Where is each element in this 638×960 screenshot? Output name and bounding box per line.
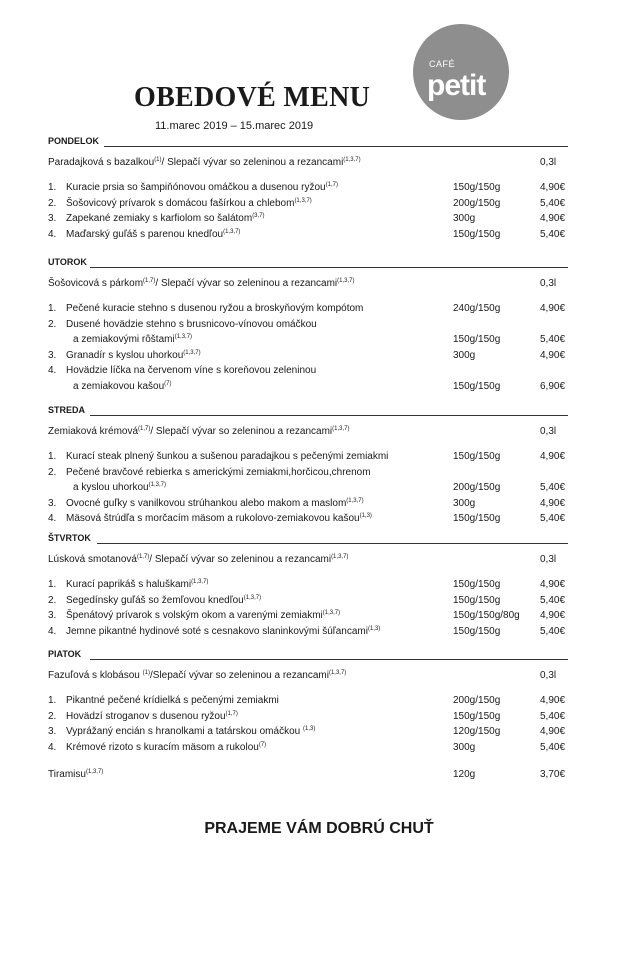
dish-number: 1. bbox=[48, 182, 57, 193]
soup-volume: 0,3l bbox=[540, 157, 557, 168]
dish-price: 4,90€ bbox=[540, 610, 566, 621]
soup-name bbox=[48, 157, 361, 168]
day-divider bbox=[90, 659, 568, 660]
allergen-note: (1,3,7) bbox=[328, 670, 347, 676]
dish-text: Segedínsky guľáš so žemľovou knedľou bbox=[66, 594, 244, 606]
dish-weight: 150g/150g bbox=[453, 710, 501, 722]
allergen-note: (1,3,7) bbox=[337, 278, 355, 284]
dish-weight: 200g/150g bbox=[453, 695, 501, 706]
dish-row bbox=[48, 610, 588, 624]
dish-name bbox=[66, 595, 261, 606]
dish-text: Vyprážaný encián s hranolkami a tatárskou omáčkou bbox=[66, 726, 303, 737]
dish-price: 4,90€ bbox=[540, 349, 566, 361]
dish-row bbox=[48, 626, 588, 640]
dish-weight: 150g/150g bbox=[453, 451, 501, 462]
dish-row bbox=[48, 229, 588, 243]
dish-row bbox=[48, 726, 588, 740]
dish-price: 4,90€ bbox=[540, 303, 566, 314]
dish-row bbox=[48, 365, 588, 379]
soup-name bbox=[48, 554, 348, 565]
dish-text: Kurací steak plnený šunkou a sušenou paradajkou s pečenými zemiakmi bbox=[66, 451, 389, 462]
dish-name bbox=[66, 579, 208, 590]
allergen-note: (1,3,7) bbox=[343, 157, 361, 163]
allergen-note: (1,3) bbox=[367, 625, 381, 632]
allergen-note: (1,3) bbox=[302, 726, 316, 732]
soup-volume: 0,3l bbox=[540, 554, 557, 565]
day-divider bbox=[97, 543, 568, 544]
dish-price: 4,90€ bbox=[540, 213, 566, 224]
soup-b: / Slepačí vývar so zeleninou a rezancami bbox=[161, 157, 344, 168]
dish-row bbox=[48, 513, 588, 527]
allergen-note: (1,3,7) bbox=[294, 197, 312, 204]
dish-weight: 200g/150g bbox=[453, 197, 501, 209]
dish-name bbox=[66, 626, 380, 637]
soup-name bbox=[48, 670, 346, 681]
dessert-price: 3,70€ bbox=[540, 769, 566, 780]
dish-row bbox=[48, 303, 588, 317]
dish-weight: 150g/150g bbox=[453, 594, 501, 606]
dish-name bbox=[66, 198, 312, 209]
soup-row bbox=[48, 670, 588, 684]
dish-price: 5,40€ bbox=[540, 741, 566, 753]
dish-weight: 150g/150g bbox=[453, 380, 501, 392]
soup-a: Šošovicová s párkom bbox=[48, 278, 144, 289]
dish-weight: 300g bbox=[453, 497, 476, 509]
allergen-note: (1,3,7) bbox=[346, 497, 364, 504]
dish-number: 1. bbox=[48, 579, 57, 590]
dish-text: a zemiakovou kašou bbox=[73, 380, 165, 392]
logo-small-text: CAFÉ bbox=[429, 59, 456, 69]
soup-row bbox=[48, 554, 588, 568]
dish-weight: 150g/150g bbox=[453, 513, 501, 524]
dish-name bbox=[73, 334, 192, 345]
dish-name bbox=[66, 726, 315, 737]
soup-a: Zemiaková krémová bbox=[48, 426, 139, 437]
dish-row bbox=[48, 198, 588, 212]
dish-weight: 300g bbox=[453, 349, 476, 361]
dessert-weight: 120g bbox=[453, 769, 476, 780]
dish-weight: 150g/150g bbox=[453, 228, 501, 240]
soup-a: Fazuľová s klobásou bbox=[48, 670, 143, 681]
logo-big-text: petit bbox=[427, 69, 486, 102]
dish-price: 4,90€ bbox=[540, 182, 566, 193]
allergen-note: (1,3,7) bbox=[332, 426, 350, 432]
dish-number: 4. bbox=[48, 625, 57, 637]
dish-price: 5,40€ bbox=[540, 625, 566, 637]
day-divider bbox=[104, 146, 568, 147]
dish-name bbox=[66, 695, 279, 706]
cafe-petit-logo bbox=[413, 24, 509, 120]
dish-price: 5,40€ bbox=[540, 197, 566, 209]
dish-weight: 150g/150g bbox=[453, 334, 501, 345]
allergen-note: (1,3,7) bbox=[174, 334, 193, 340]
allergen-note: (1) bbox=[142, 670, 150, 676]
allergen-note: (1,7) bbox=[325, 182, 338, 188]
dish-row bbox=[48, 742, 588, 756]
dish-row bbox=[48, 381, 588, 395]
soup-row bbox=[48, 278, 588, 292]
dish-text: Kuracie prsia so šampiňónovou omáčkou a dusenou ryžou bbox=[66, 182, 326, 193]
dish-name bbox=[73, 381, 172, 392]
dish-text: a zemiakovými rôštami bbox=[73, 334, 175, 345]
dish-number: 2. bbox=[48, 466, 57, 478]
dish-number: 1. bbox=[48, 451, 57, 462]
dish-text: Pečené kuracie stehno s dusenou ryžou a broskyňovým kompótom bbox=[66, 303, 364, 314]
dish-name bbox=[66, 610, 340, 621]
allergen-note: (1,3,7) bbox=[322, 610, 341, 616]
dish-name bbox=[66, 742, 266, 753]
dish-text: Špenátový prívarok s volským okom a varenými zemiakmi bbox=[66, 610, 323, 621]
dish-name bbox=[66, 513, 372, 524]
dish-price: 5,40€ bbox=[540, 482, 566, 493]
allergen-note: (1,3,7) bbox=[183, 349, 201, 356]
dish-number: 3. bbox=[48, 610, 57, 621]
dish-price: 4,90€ bbox=[540, 451, 566, 462]
soup-b: / Slepačí vývar so zeleninou a rezancami bbox=[150, 426, 333, 437]
dish-text: Ovocné guľky s vanilkovou strúhankou alebo makom a maslom bbox=[66, 497, 347, 509]
dish-row bbox=[48, 182, 588, 196]
dish-weight: 300g bbox=[453, 213, 476, 224]
dish-number: 4. bbox=[48, 513, 57, 524]
dessert-name bbox=[48, 769, 103, 780]
allergen-note: (7) bbox=[258, 741, 267, 748]
dish-name bbox=[66, 467, 371, 478]
dish-number: 3. bbox=[48, 726, 57, 737]
dish-weight: 200g/150g bbox=[453, 482, 501, 493]
dish-price: 6,90€ bbox=[540, 380, 566, 392]
dish-row bbox=[48, 595, 588, 609]
dish-name bbox=[66, 229, 240, 240]
closing-message: PRAJEME VÁM DOBRÚ CHUŤ bbox=[204, 820, 434, 837]
day-heading: ŠTVRTOK bbox=[48, 533, 91, 543]
dish-weight: 240g/150g bbox=[453, 303, 501, 314]
dish-text: Dusené hovädzie stehno s brusnicovo-vínovou omáčkou bbox=[66, 318, 317, 330]
allergen-note: (1,7) bbox=[136, 554, 150, 560]
dish-weight: 150g/150g/80g bbox=[453, 610, 520, 621]
dish-text: a kyslou uhorkou bbox=[73, 482, 149, 493]
soup-a: Paradajková s bazalkou bbox=[48, 157, 155, 168]
dish-weight: 150g/150g bbox=[453, 625, 501, 637]
dish-name bbox=[66, 451, 388, 462]
allergen-note: (1,3,7) bbox=[191, 579, 209, 585]
dish-price: 4,90€ bbox=[540, 497, 566, 509]
dish-price: 4,90€ bbox=[540, 726, 566, 737]
dish-text: Mäsová štrúdľa s morčacím mäsom a rukolovo-zemiakovou kašou bbox=[66, 513, 360, 524]
allergen-note: (1,7) bbox=[225, 710, 238, 717]
dish-row bbox=[48, 711, 588, 725]
menu-date-range: 11.marec 2019 – 15.marec 2019 bbox=[155, 120, 314, 132]
dish-text: Granadír s kyslou uhorkou bbox=[66, 349, 184, 361]
dish-name bbox=[66, 350, 201, 361]
dish-name bbox=[73, 482, 166, 493]
allergen-note: (1,3,7) bbox=[148, 482, 166, 488]
allergen-note: (1,3) bbox=[359, 513, 372, 519]
allergen-note: (1,3,7) bbox=[243, 594, 262, 601]
dish-text: Šošovicový prívarok s domácou fašírkou a chlebom bbox=[66, 197, 295, 209]
dish-name bbox=[66, 319, 317, 330]
dish-name bbox=[66, 182, 338, 193]
dish-number: 1. bbox=[48, 695, 57, 706]
allergen-note: (1,7) bbox=[138, 426, 151, 432]
dessert-text: Tiramisu bbox=[48, 769, 86, 780]
dish-number: 3. bbox=[48, 213, 57, 224]
day-heading: UTOROK bbox=[48, 257, 87, 267]
dish-name bbox=[66, 365, 316, 376]
dish-number: 4. bbox=[48, 741, 57, 753]
dish-text: Hovädzie líčka na červenom víne s koreňovou zeleninou bbox=[66, 365, 317, 376]
dish-number: 3. bbox=[48, 349, 57, 361]
soup-row bbox=[48, 426, 588, 440]
dish-number: 2. bbox=[48, 594, 57, 606]
soup-volume: 0,3l bbox=[540, 426, 557, 437]
soup-b: /Slepačí vývar so zeleninou a rezancami bbox=[149, 670, 329, 681]
dessert-row bbox=[48, 769, 588, 783]
dish-text: Maďarský guľáš s parenou knedľou bbox=[66, 228, 224, 240]
dish-number: 3. bbox=[48, 497, 57, 509]
day-heading: PONDELOK bbox=[48, 136, 100, 146]
day-divider bbox=[90, 267, 568, 268]
day-heading: PIATOK bbox=[48, 649, 82, 659]
soup-row bbox=[48, 157, 588, 171]
dish-number: 2. bbox=[48, 197, 57, 209]
allergen-note: (1,7) bbox=[143, 278, 156, 284]
allergen-note: (1,3,7) bbox=[331, 554, 349, 560]
dish-text: Pečené bravčové rebierka s americkými zemiakmi,horčicou,chrenom bbox=[66, 466, 371, 478]
day-divider bbox=[90, 415, 568, 416]
dish-price: 5,40€ bbox=[540, 710, 566, 722]
dish-text: Hovädzí stroganov s dusenou ryžou bbox=[66, 710, 226, 722]
dish-number: 2. bbox=[48, 318, 57, 330]
allergen-note: (1,3,7) bbox=[223, 228, 241, 235]
dish-price: 5,40€ bbox=[540, 513, 566, 524]
dish-price: 4,90€ bbox=[540, 695, 566, 706]
dish-row bbox=[48, 482, 588, 496]
dish-number: 4. bbox=[48, 365, 57, 376]
soup-b: / Slepačí vývar so zeleninou a rezancami bbox=[155, 278, 338, 289]
dish-name bbox=[66, 711, 238, 722]
dish-weight: 150g/150g bbox=[453, 579, 501, 590]
dish-row bbox=[48, 213, 588, 227]
soup-name bbox=[48, 426, 349, 437]
dish-row bbox=[48, 695, 588, 709]
dish-row bbox=[48, 451, 588, 465]
dish-row bbox=[48, 319, 588, 333]
dish-price: 5,40€ bbox=[540, 334, 566, 345]
allergen-note: (3,7) bbox=[252, 213, 265, 219]
dish-number: 2. bbox=[48, 710, 57, 722]
soup-b: / Slepačí vývar so zeleninou a rezancami bbox=[149, 554, 332, 565]
dish-name bbox=[66, 303, 363, 314]
dish-row bbox=[48, 498, 588, 512]
dish-weight: 300g bbox=[453, 741, 476, 753]
dish-price: 5,40€ bbox=[540, 594, 566, 606]
menu-title: OBEDOVÉ MENU bbox=[134, 82, 371, 113]
dish-row bbox=[48, 350, 588, 364]
dish-name bbox=[66, 213, 265, 224]
dish-price: 4,90€ bbox=[540, 579, 566, 590]
soup-name bbox=[48, 278, 355, 289]
dish-name bbox=[66, 498, 364, 509]
soup-volume: 0,3l bbox=[540, 278, 557, 289]
soup-volume: 0,3l bbox=[540, 670, 557, 681]
dish-row bbox=[48, 467, 588, 481]
dish-number: 1. bbox=[48, 303, 57, 314]
soup-a: Lúsková smotanová bbox=[48, 554, 137, 565]
dish-row bbox=[48, 334, 588, 348]
dish-text: Kurací paprikáš s haluškami bbox=[66, 579, 192, 590]
dish-text: Pikantné pečené krídielká s pečenými zemiakmi bbox=[66, 695, 279, 706]
dish-row bbox=[48, 579, 588, 593]
dish-text: Jemne pikantné hydinové soté s cesnakovo slaninkovými šúľancami bbox=[66, 625, 368, 637]
dish-weight: 120g/150g bbox=[453, 726, 501, 737]
dish-text: Krémové rizoto s kuracím mäsom a rukolou bbox=[66, 741, 259, 753]
allergen-note: (1,3,7) bbox=[85, 769, 104, 775]
dish-weight: 150g/150g bbox=[453, 182, 501, 193]
dish-text: Zapekané zemiaky s karfiolom so šalátom bbox=[66, 213, 253, 224]
day-heading: STREDA bbox=[48, 405, 86, 415]
dish-price: 5,40€ bbox=[540, 228, 566, 240]
allergen-note: (1) bbox=[154, 157, 162, 163]
allergen-note: (7) bbox=[164, 380, 172, 387]
dish-number: 4. bbox=[48, 228, 57, 240]
